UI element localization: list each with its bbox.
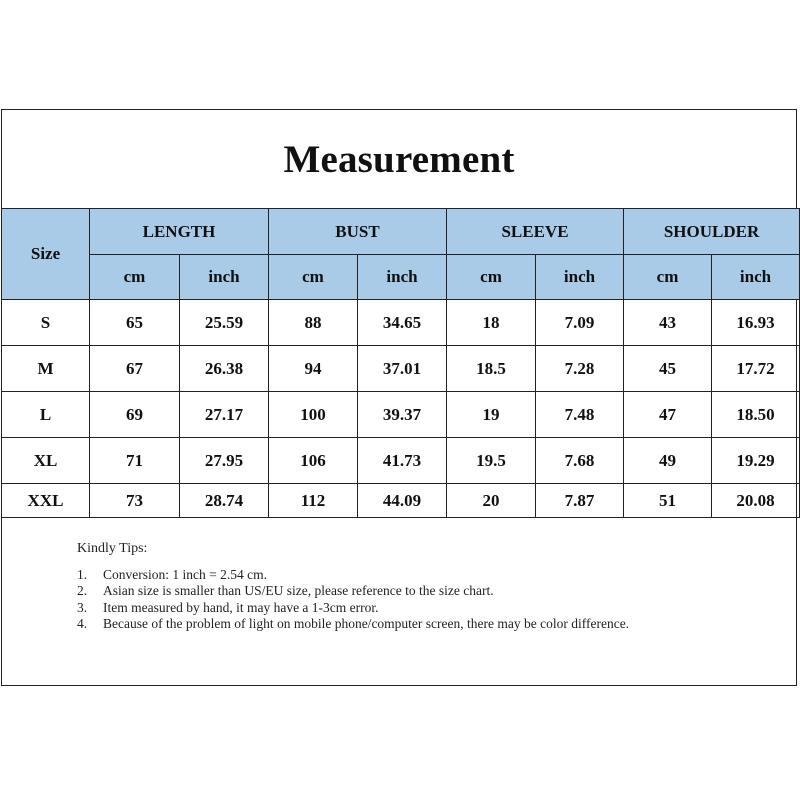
size-column-header: Size [2, 209, 90, 300]
table-cell: 106 [269, 438, 358, 484]
table-cell: 7.68 [536, 438, 624, 484]
tip-number: 3. [77, 599, 88, 615]
table-cell: 18 [447, 300, 536, 346]
table-cell: 18.50 [712, 392, 800, 438]
tip-item [77, 600, 703, 617]
table-cell: 39.37 [358, 392, 447, 438]
table-cell: 44.09 [358, 484, 447, 518]
table-cell: 7.48 [536, 392, 624, 438]
table-cell: 16.93 [712, 300, 800, 346]
tip-text: Asian size is smaller than US/EU size, please reference to the size chart. [103, 583, 494, 598]
unit-header: cm [447, 255, 536, 300]
tip-text: Because of the problem of light on mobile phone/computer screen, there may be color difference. [103, 616, 630, 631]
unit-header: cm [624, 255, 712, 300]
size-cell: XL [2, 438, 90, 484]
table-cell: 7.28 [536, 346, 624, 392]
table-cell: 45 [624, 346, 712, 392]
tip-item [77, 567, 703, 584]
tip-item [77, 583, 703, 600]
tip-number: 4. [77, 616, 88, 631]
table-cell: 7.09 [536, 300, 624, 346]
tip-number: 1. [77, 566, 88, 582]
table-row [2, 300, 800, 346]
sleeve-group-header: SLEEVE [447, 209, 624, 255]
table-cell: 112 [269, 484, 358, 518]
bust-group-header: BUST [269, 209, 447, 255]
unit-header: inch [712, 255, 800, 300]
size-table [1, 208, 800, 518]
size-cell: L [2, 392, 90, 438]
table-cell: 20 [447, 484, 536, 518]
table-cell: 73 [90, 484, 180, 518]
unit-header: cm [90, 255, 180, 300]
measurement-chart [1, 109, 797, 686]
table-cell: 65 [90, 300, 180, 346]
chart-title: Measurement [283, 138, 515, 181]
table-row [2, 484, 800, 518]
tip-text: Item measured by hand, it may have a 1-3cm error. [103, 599, 379, 615]
table-row [2, 346, 800, 392]
unit-header: cm [269, 255, 358, 300]
table-cell: 18.5 [447, 346, 536, 392]
kindly-tips [77, 541, 703, 633]
table-cell: 26.38 [180, 346, 269, 392]
table-cell: 51 [624, 484, 712, 518]
tip-item [77, 616, 703, 633]
table-cell: 41.73 [358, 438, 447, 484]
table-cell: 94 [269, 346, 358, 392]
tip-number: 2. [77, 583, 88, 598]
table-cell: 88 [269, 300, 358, 346]
unit-header: inch [180, 255, 269, 300]
table-cell: 25.59 [180, 300, 269, 346]
table-cell: 27.17 [180, 392, 269, 438]
size-cell: XXL [2, 484, 90, 518]
tip-text: Conversion: 1 inch = 2.54 cm. [103, 566, 267, 582]
table-cell: 19 [447, 392, 536, 438]
table-cell: 20.08 [712, 484, 800, 518]
tips-heading: Kindly Tips: [77, 541, 148, 556]
table-cell: 27.95 [180, 438, 269, 484]
table-cell: 67 [90, 346, 180, 392]
table-cell: 34.65 [358, 300, 447, 346]
length-group-header: LENGTH [90, 209, 269, 255]
table-cell: 43 [624, 300, 712, 346]
table-cell: 71 [90, 438, 180, 484]
table-cell: 19.5 [447, 438, 536, 484]
table-cell: 37.01 [358, 346, 447, 392]
table-cell: 69 [90, 392, 180, 438]
table-cell: 100 [269, 392, 358, 438]
table-row [2, 392, 800, 438]
table-cell: 7.87 [536, 484, 624, 518]
unit-header: inch [358, 255, 447, 300]
size-cell: M [2, 346, 90, 392]
table-cell: 47 [624, 392, 712, 438]
table-cell: 19.29 [712, 438, 800, 484]
table-cell: 17.72 [712, 346, 800, 392]
shoulder-group-header: SHOULDER [624, 209, 800, 255]
table-cell: 28.74 [180, 484, 269, 518]
table-row [2, 438, 800, 484]
table-cell: 49 [624, 438, 712, 484]
size-cell: S [2, 300, 90, 346]
unit-header: inch [536, 255, 624, 300]
